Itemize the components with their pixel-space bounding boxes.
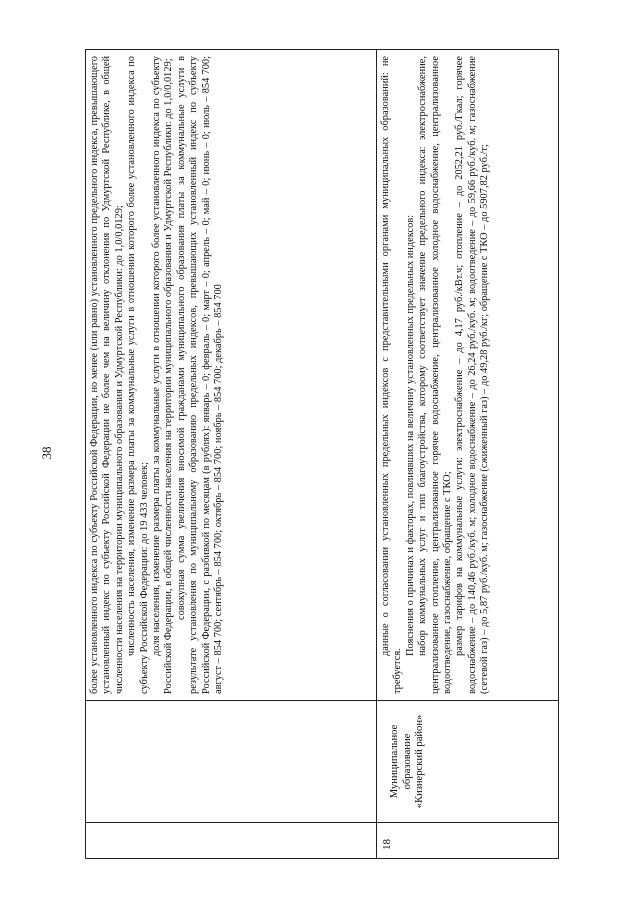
paragraph: численность населения, изменение размера платы за коммунальные услуги в отношении которого более установленного индекса по субъекту Российской Федерации: до 19 433 человек; (126, 56, 150, 694)
description-cell (377, 50, 558, 700)
municipality-cell (86, 700, 376, 822)
paragraph: совокупная сумма увеличения вносимой гражданами муниципального образования платы за коммунальные услуги в результате установления по муниципальному образованию предельных индексов, превышающих установленный индекс по субъекту Российской Федерации, с разбивкой по месяцам (в рублях): январь – 0; февраль – 0; март – 0; апрель – 0; май – 0; июнь – 0; июль – 854 700; август – 854 700; сентябрь – 854 700; октябрь – 854 700; ноябрь – 854 700; декабрь – 854 700 (175, 56, 225, 694)
description-cell (86, 50, 376, 700)
page-number: 38 (39, 446, 54, 460)
table-row (376, 49, 559, 859)
municipality-cell (377, 700, 558, 822)
paragraph: доля населения, изменение размера платы за коммунальные услуги в отношении которого более установленного индекса по субъекту Российской Федерации, в общей численности населения на территории муниципального образования и Удмуртской Республики: до 1,0/0,0129; (151, 56, 175, 694)
paragraph: Пояснения о причинах и факторах, повлиявших на величину установленных предельных индексов: (404, 214, 416, 656)
table-row (85, 49, 377, 859)
row-number-cell (377, 822, 558, 858)
municipality-line: образование (401, 733, 413, 790)
paragraph: данные о согласовании установленных предельных индексов с представительными органами муниципальных образований: не требуется. (380, 56, 404, 694)
paragraph: размер тарифов на коммунальные услуги: электроснабжение – до 4,17 руб./кВт.ч; отопление – до 2052,21 руб./Гкал; горячее водоснабжение – до 140,46 руб./куб. м; холодное водоснабжение – до 26,24 руб./куб. м; водоотведение – до 59,66 руб./куб. м; газоснабжение (сетевой газ) – до 5,87 руб./куб. м; газоснабжение (сжиженный газ) – до 49,28 руб./кг; обращение с ТКО – до 5907,82 руб./т; (454, 56, 491, 694)
row-number: 18 (381, 839, 393, 850)
paragraph: набор коммунальных услуг и тип благоустройства, которому соответствует значение предельного индекса: электроснабжение, централизованное отопление, централизованное горячее водоснабжение, централизованное холодное водоснабжение, централизованное водоотведение, газоснабжение, обращение с ТКО; (417, 56, 454, 694)
municipality-line: «Кизнерский район» (414, 714, 426, 809)
rotated-table (85, 49, 559, 859)
paragraph: более установленного индекса по субъекту Российской Федерации, но менее (или равно) установленного предельного индекса, превышающего установленный индекс по субъекту Российской Федерации не более чем на величину отклонения по Удмуртской Республике, в общей численности населения на территории муниципального образования и Удмуртской Республики: до 1,0/0,0129; (89, 56, 125, 694)
municipality-line: Муниципальное (389, 724, 400, 799)
row-number-cell (86, 822, 376, 858)
